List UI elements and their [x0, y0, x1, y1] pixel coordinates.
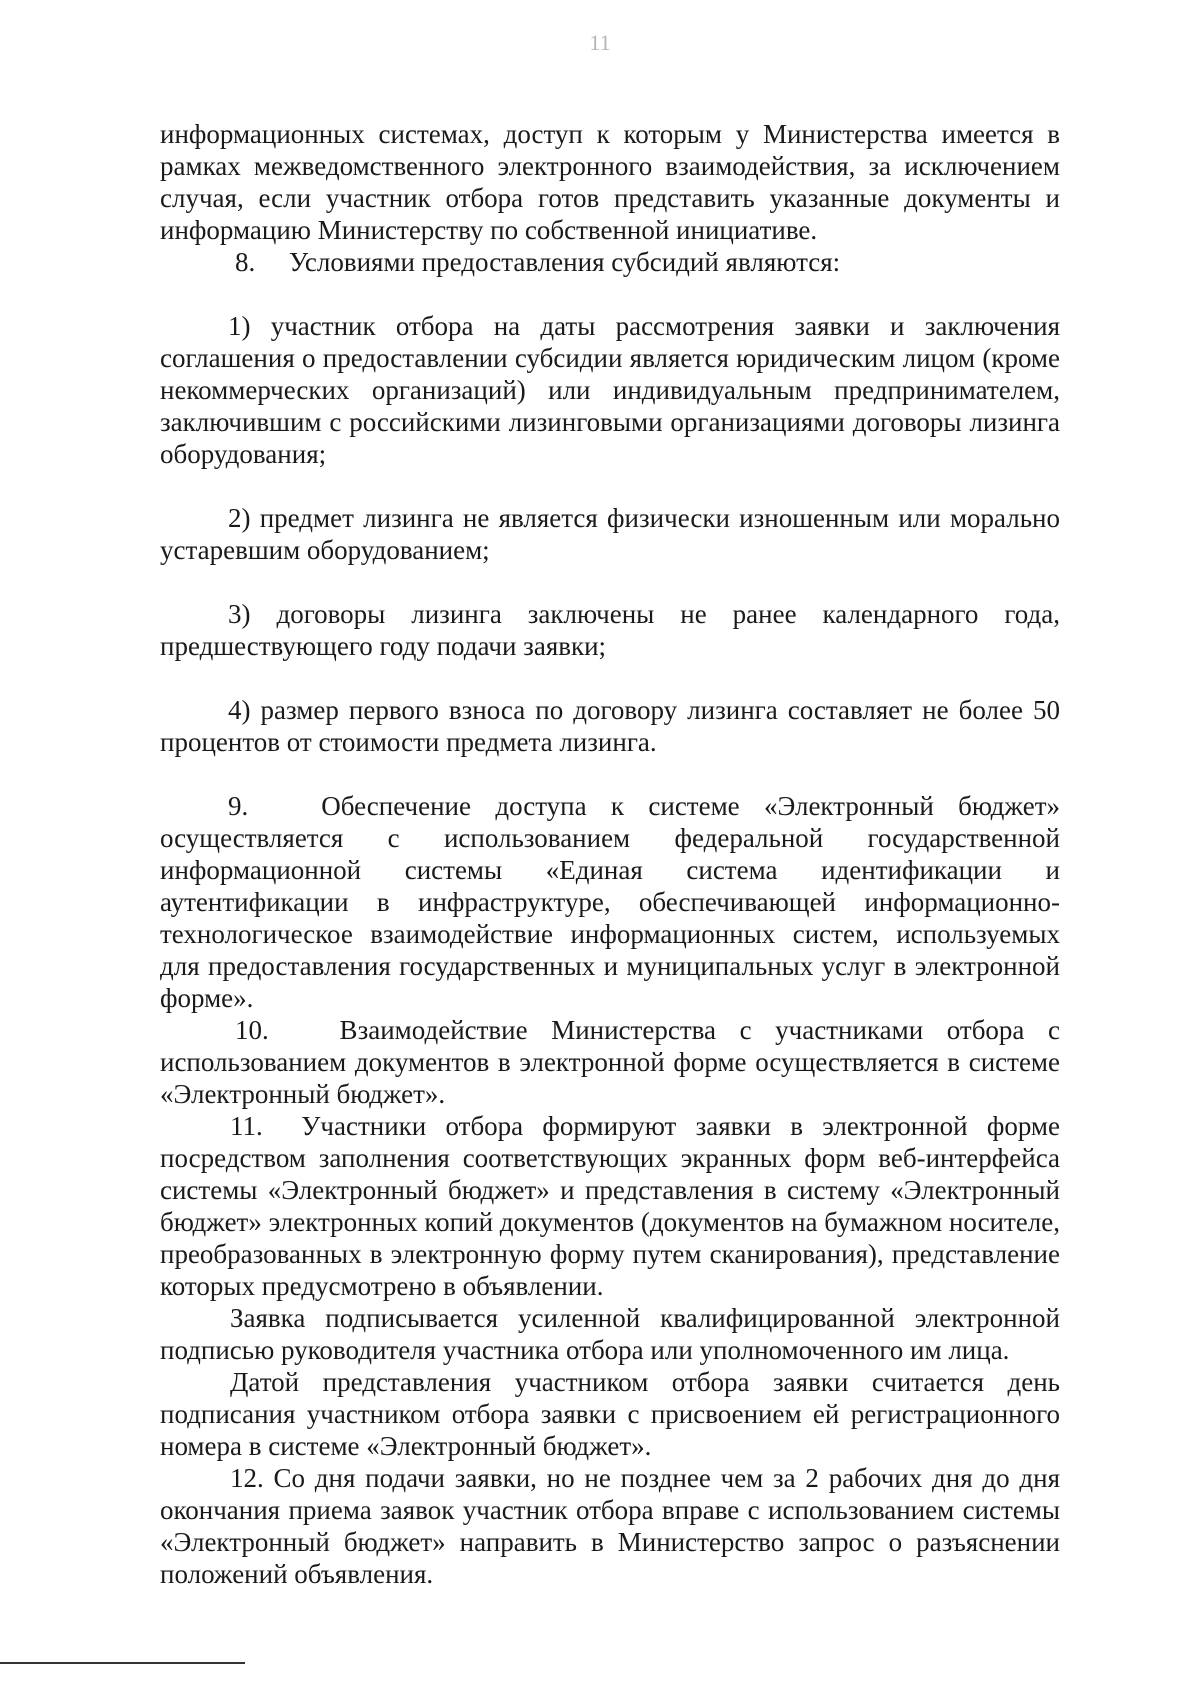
subitem-2: 2) предмет лизинга не является физически изношенным или морально устаревшим оборудованием; — [160, 503, 1060, 565]
paragraph-item-10: 10. Взаимодействие Министерства с участниками отбора с использованием документов в электронной форме осуществляется в системе «Электронный бюджет». — [160, 1015, 1060, 1109]
subitem-3: 3) договоры лизинга заключены не ранее календарного года, предшествующего году подачи заявки; — [160, 599, 1060, 661]
paragraph-submission-date: Датой представления участником отбора заявки считается день подписания участником отбора заявки с присвоением ей регистрационного номера в системе «Электронный бюджет». — [160, 1367, 1060, 1461]
paragraph-item-9: 9. Обеспечение доступа к системе «Электронный бюджет» осуществляется с использованием федеральной государственной информационной системы «Единая система идентификации и аутентификации в инфраструктуре, обеспечивающей информационно-технологическое взаимодействие информационных систем, используемых для предоставления государственных и муниципальных услуг в электронной форме». — [160, 791, 1060, 1013]
subitem-1: 1) участник отбора на даты рассмотрения заявки и заключения соглашения о предоставлении субсидии является юридическим лицом (кроме некоммерческих организаций) или индивидуальным предпринимателем, заключившим с российскими лизинговыми организациями договоры лизинга оборудования; — [160, 311, 1060, 469]
page-number: 11 — [589, 30, 611, 55]
paragraph-signature: Заявка подписывается усиленной квалифицированной электронной подписью руководителя участника отбора или уполномоченного им лица. — [160, 1303, 1060, 1365]
document-body — [160, 118, 1060, 1590]
paragraph-continuation: информационных системах, доступ к которым у Министерства имеется в рамках межведомственного электронного взаимодействия, за исключением случая, если участник отбора готов представить указанные документы и информацию Министерству по собственной инициативе. — [160, 119, 1060, 245]
subitem-4: 4) размер первого взноса по договору лизинга составляет не более 50 процентов от стоимости предмета лизинга. — [160, 695, 1060, 757]
paragraph-item-8: 8. Условиями предоставления субсидий являются: — [235, 247, 841, 277]
paragraph-item-11: 11. Участники отбора формируют заявки в электронной форме посредством заполнения соответствующих экранных форм веб-интерфейса системы «Электронный бюджет» и представления в систему «Электронный бюджет» электронных копий документов (документов на бумажном носителе, преобразованных в электронную форму путем сканирования), представление которых предусмотрено в объявлении. — [160, 1111, 1060, 1301]
footnote-separator — [0, 1662, 245, 1664]
paragraph-item-12: 12. Со дня подачи заявки, но не позднее чем за 2 рабочих дня до дня окончания приема заявок участник отбора вправе с использованием системы «Электронный бюджет» направить в Министерство запрос о разъяснении положений объявления. — [160, 1463, 1060, 1589]
